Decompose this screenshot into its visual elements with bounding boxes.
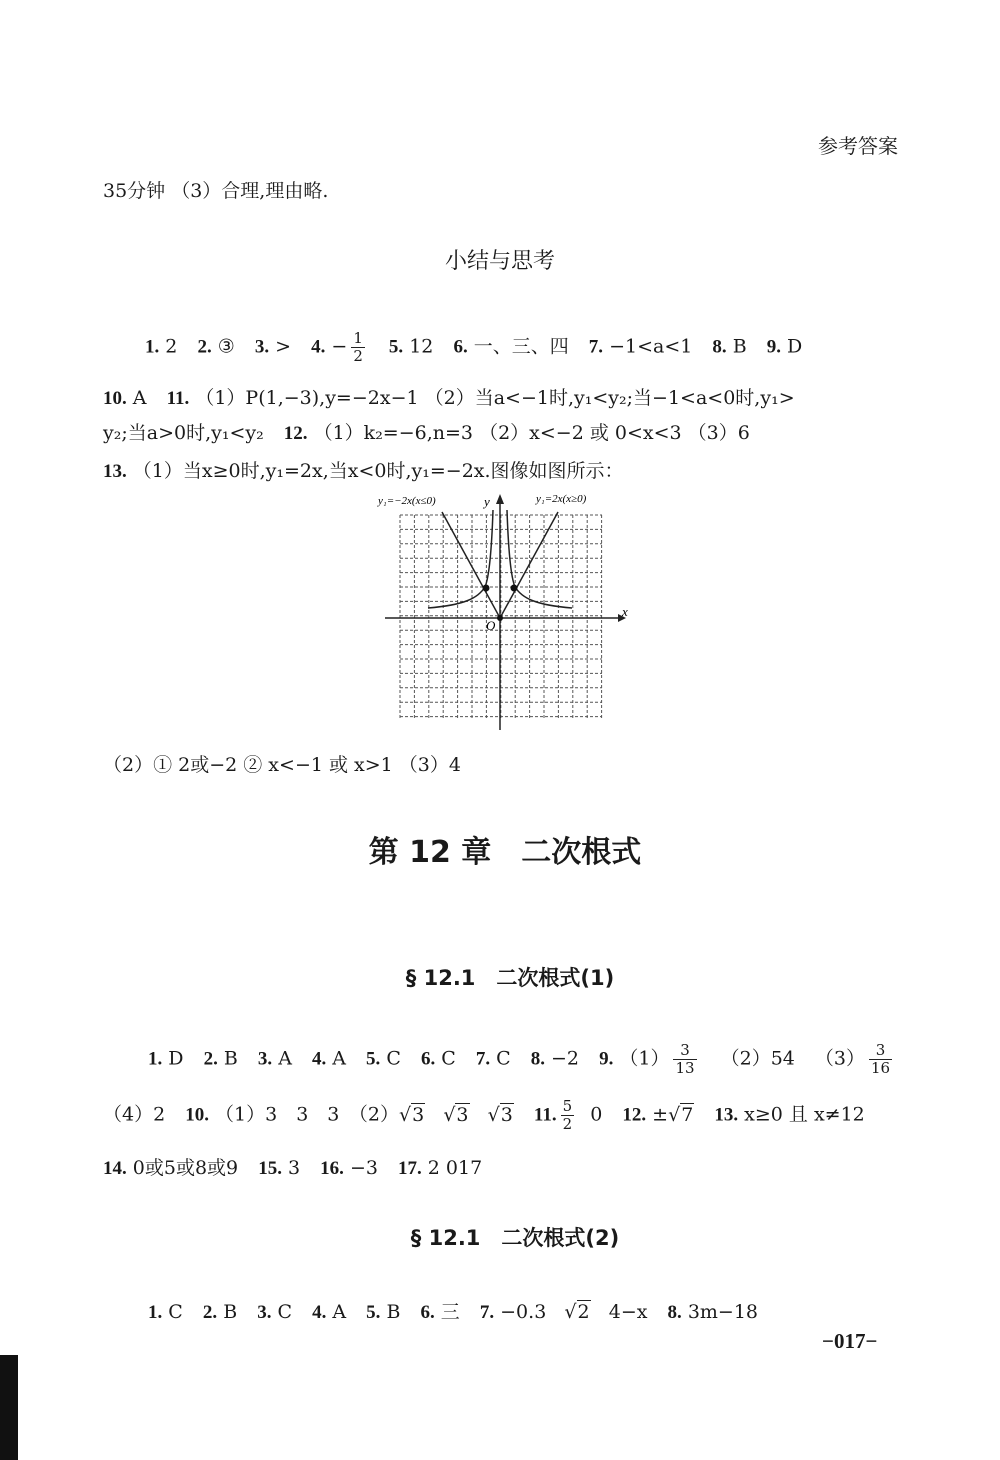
answer-number: 6. xyxy=(420,1302,435,1323)
sqrt: √3 xyxy=(398,1103,425,1126)
y-axis-arrow xyxy=(496,494,504,504)
answer-number: 2. xyxy=(202,1302,218,1323)
answer-value: （1）3 3 3 （2） xyxy=(215,1103,399,1126)
sqrt: √2 xyxy=(564,1301,590,1323)
answer-number: 3. xyxy=(254,336,270,358)
section-title: § 12.1 二次根式(2) xyxy=(410,1226,620,1250)
answer-number: 9. xyxy=(599,1048,614,1070)
summary-row-3 xyxy=(103,418,1000,445)
sqrt: √7 xyxy=(668,1103,694,1126)
answer-value: −3 xyxy=(349,1157,378,1179)
answer-number: 17. xyxy=(398,1158,422,1179)
answer-number: 11. xyxy=(533,1104,557,1126)
answer-value: C xyxy=(168,1301,183,1323)
answer-number: 8. xyxy=(712,336,727,358)
page-number: −017− xyxy=(822,1329,878,1353)
sec2-row-1 xyxy=(148,1297,1000,1324)
intersection-point xyxy=(511,585,518,592)
fraction: $\frac{3}{16}$ xyxy=(871,1041,891,1077)
graph-label-left: y₁=−2x(x≤0) xyxy=(378,495,436,507)
answer-number: 7. xyxy=(588,336,604,358)
origin-point xyxy=(497,615,503,621)
answer-value: 4−x xyxy=(608,1301,648,1323)
answer-value: C xyxy=(496,1047,511,1070)
fraction: $\frac{5}{2}$ xyxy=(562,1097,573,1133)
answer-number: 13. xyxy=(714,1104,739,1126)
answer-value: A xyxy=(332,1047,346,1070)
section-label: 参考答案 xyxy=(818,134,898,158)
answer-number: 5. xyxy=(366,1048,381,1070)
answer-value: A xyxy=(132,387,147,409)
answer-number: 7. xyxy=(479,1302,495,1323)
answer-value: − xyxy=(331,335,348,358)
answer-number: 3. xyxy=(257,1302,272,1323)
answer-value: A xyxy=(332,1301,347,1323)
answer-number: 4. xyxy=(312,1302,327,1323)
continuation-text: 35分钟 （3）合理,理由略. xyxy=(103,180,329,202)
answer-value: −0.3 xyxy=(500,1301,547,1323)
answer-value: D xyxy=(787,335,803,358)
answer-value: （1）P(1,−3),y=−2x−1 （2）当a<−1时,y₁<y₂;当−1<a<0时,y₁> xyxy=(195,387,795,409)
fraction: $\frac{3}{13}$ xyxy=(675,1041,695,1077)
summary-row-1 xyxy=(145,330,1000,365)
answer-value: 0 xyxy=(590,1103,603,1126)
section-title: § 12.1 二次根式(1) xyxy=(405,966,615,990)
sec1-row-3 xyxy=(103,1153,1000,1180)
answer-value: D xyxy=(168,1047,184,1070)
answer-value: （2）① 2或−2 ② x<−1 或 x>1 （3）4 xyxy=(103,754,461,776)
intersection-point xyxy=(483,585,490,592)
answer-value: 三 xyxy=(440,1301,460,1323)
answer-value: B xyxy=(386,1301,401,1323)
answer-number: 5. xyxy=(366,1302,381,1323)
answer-number: 3. xyxy=(257,1048,273,1070)
answer-value: 2 xyxy=(165,335,178,358)
function-graph xyxy=(370,490,640,730)
answer-value: （1）当x≥0时,y₁=2x,当x<0时,y₁=−2x.图像如图所示： xyxy=(132,460,624,482)
answer-number: 12. xyxy=(283,423,308,444)
answer-value: > xyxy=(275,335,292,358)
y-axis-label: y xyxy=(484,494,490,509)
answer-number: 13. xyxy=(103,461,127,482)
answer-value: 一、三、四 xyxy=(473,335,569,358)
answer-number: 16. xyxy=(320,1158,344,1179)
answer-value: 3 xyxy=(288,1157,301,1179)
answer-number: 12. xyxy=(622,1104,647,1126)
summary-row-5 xyxy=(103,750,1000,777)
answer-value: （4）2 xyxy=(103,1103,166,1126)
answer-value: −2 xyxy=(551,1047,580,1070)
answer-value: ③ xyxy=(217,335,235,358)
answer-value: 12 xyxy=(409,335,434,358)
answer-value: C xyxy=(277,1301,293,1323)
answer-value: （3） xyxy=(814,1047,866,1070)
answer-value: ± xyxy=(652,1103,669,1126)
x-axis-label: x xyxy=(622,604,628,619)
answer-value: C xyxy=(386,1047,401,1070)
summary-row-4 xyxy=(103,456,1000,483)
sqrt: √3 xyxy=(443,1103,469,1126)
scan-edge-bar xyxy=(0,1355,18,1460)
graph-label-right: y₁=2x(x≥0) xyxy=(536,493,587,505)
answer-value: −1<a<1 xyxy=(609,335,693,358)
answer-number: 1. xyxy=(145,336,160,358)
sec1-row-1 xyxy=(148,1042,1000,1077)
answer-number: 14. xyxy=(103,1158,127,1179)
sqrt: √3 xyxy=(487,1103,513,1126)
answer-value: 3m−18 xyxy=(687,1301,759,1323)
answer-number: 10. xyxy=(103,388,127,409)
answer-value: x≥0 且 x≠12 xyxy=(744,1103,865,1126)
chapter-title: 第 12 章 二次根式 xyxy=(368,835,642,870)
answer-number: 7. xyxy=(475,1048,491,1070)
answer-number: 2. xyxy=(203,1048,218,1070)
answer-number: 6. xyxy=(453,336,468,358)
answer-number: 15. xyxy=(258,1158,282,1179)
answer-value: 2 017 xyxy=(427,1157,483,1179)
answer-value: （1）k₂=−6,n=3 （2）x<−2 或 0<x<3 （3）6 xyxy=(313,422,750,444)
answer-number: 1. xyxy=(148,1302,163,1323)
answer-number: 5. xyxy=(388,336,404,358)
answer-number: 2. xyxy=(197,336,212,358)
answer-number: 8. xyxy=(667,1302,682,1323)
answer-value: y₂;当a>0时,y₁<y₂ xyxy=(103,422,264,444)
answer-number: 10. xyxy=(185,1104,209,1126)
origin-label: O xyxy=(486,618,496,633)
answer-number: 4. xyxy=(311,1048,327,1070)
answer-number: 9. xyxy=(766,336,781,358)
summary-row-2 xyxy=(103,383,1000,410)
answer-value: （1） xyxy=(619,1047,670,1070)
answer-value: C xyxy=(441,1047,456,1070)
answer-value: B xyxy=(223,1301,238,1323)
curve-left xyxy=(428,510,493,608)
answer-number: 11. xyxy=(166,388,190,409)
summary-title: 小结与思考 xyxy=(444,249,555,274)
curve-right xyxy=(507,510,572,608)
answer-value: A xyxy=(278,1047,292,1070)
fraction: $\frac{1}{2}$ xyxy=(353,329,363,365)
answer-number: 4. xyxy=(311,336,326,358)
answer-value: （2）54 xyxy=(720,1047,795,1070)
answer-number: 6. xyxy=(420,1048,436,1070)
answer-number: 1. xyxy=(148,1048,163,1070)
answer-value: B xyxy=(223,1047,238,1070)
answer-value: B xyxy=(732,335,747,358)
answer-value: 0或5或8或9 xyxy=(132,1157,239,1179)
sec1-row-2 xyxy=(103,1098,1000,1133)
answer-number: 8. xyxy=(530,1048,545,1070)
